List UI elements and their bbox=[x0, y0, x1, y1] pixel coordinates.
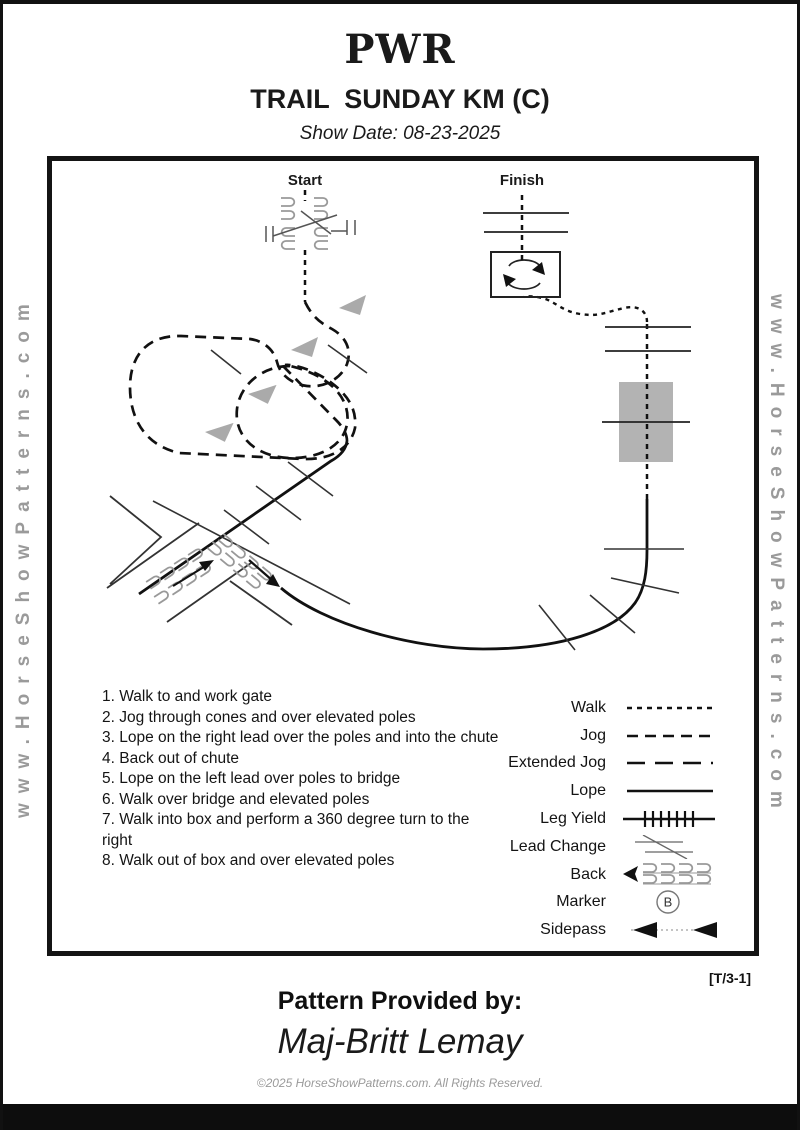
walk-line-symbol bbox=[621, 696, 721, 720]
watermark-right: www.HorseShowPatterns.com bbox=[766, 294, 787, 818]
instruction-list bbox=[102, 687, 502, 872]
legend-label: Leg Yield bbox=[540, 810, 606, 828]
pattern-code: [T/3-1] bbox=[709, 970, 751, 986]
legend-row-sidepass bbox=[471, 916, 721, 944]
finish-label: Finish bbox=[499, 172, 545, 189]
start-label: Start bbox=[287, 172, 323, 189]
instruction-item: 4. Back out of chute bbox=[102, 749, 240, 767]
turn-box bbox=[491, 252, 560, 297]
legend bbox=[471, 694, 721, 944]
pattern-title: TRAIL SUNDAY KM (C) bbox=[250, 84, 550, 114]
walk-curve-to-box bbox=[524, 296, 647, 322]
gate-obstacle bbox=[266, 198, 355, 249]
legend-label: Walk bbox=[571, 698, 606, 716]
sidepass-symbol bbox=[621, 918, 721, 942]
bottom-border-bar bbox=[3, 1104, 797, 1130]
gate-hoofprints bbox=[281, 198, 328, 249]
legend-row-extended-jog bbox=[471, 750, 721, 778]
jog-path bbox=[130, 302, 355, 459]
legend-label: Extended Jog bbox=[508, 754, 606, 772]
legend-row-jog bbox=[471, 722, 721, 750]
show-date: Show Date: 08-23-2025 bbox=[299, 123, 501, 144]
chute-walls bbox=[107, 496, 292, 625]
provider-name: Maj-Britt Lemay bbox=[277, 1022, 523, 1061]
lead-change-symbol bbox=[621, 835, 721, 859]
legend-row-walk bbox=[471, 694, 721, 722]
instruction-item: 1. Walk to and work gate bbox=[102, 688, 273, 705]
lope-line-chute bbox=[139, 441, 347, 594]
legend-label: Lead Change bbox=[509, 837, 606, 855]
legend-label: Jog bbox=[580, 726, 606, 744]
leg-yield-symbol bbox=[621, 807, 721, 831]
back-symbol bbox=[621, 863, 721, 887]
org-title: PWR bbox=[344, 26, 456, 73]
back-arrow-down bbox=[249, 560, 280, 587]
watermark-left: www.HorseShowPatterns.com bbox=[13, 294, 34, 818]
lope-line-symbol bbox=[621, 779, 721, 803]
legend-label: Back bbox=[570, 865, 606, 883]
instruction-item: 3. Lope on the right lead over the poles and into the chute bbox=[102, 729, 499, 746]
instruction-item: 2. Jog through cones and over elevated poles bbox=[102, 708, 416, 726]
elevated-poles-finish bbox=[483, 213, 569, 232]
marker-symbol bbox=[621, 890, 721, 914]
legend-row-leg-yield bbox=[471, 805, 721, 833]
jog-line-symbol bbox=[621, 724, 721, 748]
ground-poles-right bbox=[539, 549, 684, 650]
legend-label: Lope bbox=[570, 782, 606, 800]
legend-row-marker bbox=[471, 889, 721, 917]
instruction-item: 8. Walk out of box and over elevated poles bbox=[102, 852, 395, 869]
instruction-item: 7. Walk into box and perform a 360 degree turn to the right bbox=[102, 811, 470, 849]
instruction-item: 6. Walk over bridge and elevated poles bbox=[102, 790, 370, 808]
provided-by-label: Pattern Provided by: bbox=[277, 987, 523, 1015]
instruction-item: 5. Lope on the left lead over poles to bridge bbox=[102, 770, 401, 787]
marker-letter: B bbox=[663, 894, 673, 910]
legend-label: Marker bbox=[556, 893, 606, 911]
legend-row-back bbox=[471, 861, 721, 889]
gate-rails bbox=[266, 211, 355, 242]
copyright-line: ©2025 HorseShowPatterns.com. All Rights Reserved. bbox=[256, 1076, 544, 1090]
legend-row-lead-change bbox=[471, 833, 721, 861]
course-diagram bbox=[3, 4, 800, 1130]
lope-line-bridge bbox=[281, 499, 647, 649]
extended-jog-line-symbol bbox=[621, 751, 721, 775]
legend-label: Sidepass bbox=[540, 921, 606, 939]
legend-row-lope bbox=[471, 777, 721, 805]
